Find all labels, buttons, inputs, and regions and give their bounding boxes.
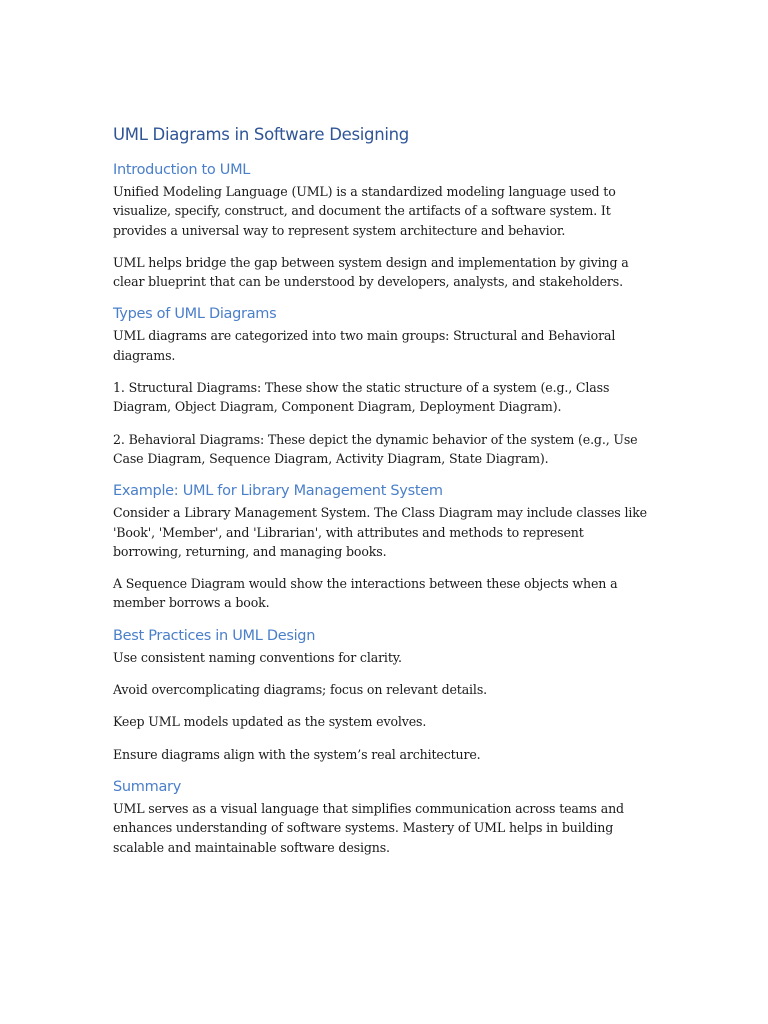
paragraph: Consider a Library Management System. The Class Diagram may include classes like 'Book', 'Member', and 'Librarian', with attributes and methods to represent borrowing, returning, and managing books.: [113, 505, 647, 559]
document-page: [113, 124, 653, 870]
paragraph: Use consistent naming conventions for clarity.: [113, 649, 402, 665]
paragraph: UML serves as a visual language that simplifies communication across teams and enhances understanding of software systems. Mastery of UML helps in building scalable and maintainable software designs.: [113, 800, 624, 855]
section-heading: Types of UML Diagrams: [113, 306, 277, 323]
section-example: [113, 481, 653, 612]
paragraph: UML diagrams are categorized into two main groups: Structural and Behavioral diagrams.: [113, 328, 616, 363]
section-summary: [113, 777, 653, 857]
paragraph: 1. Structural Diagrams: These show the static structure of a system (e.g., Class Diagram, Object Diagram, Component Diagram, Deployment Diagram).: [113, 380, 610, 415]
section-heading: Example: UML for Library Management System: [113, 483, 443, 500]
paragraph: UML helps bridge the gap between system design and implementation by giving a clear blueprint that can be understood by developers, analysts, and stakeholders.: [113, 254, 629, 290]
paragraph: Unified Modeling Language (UML) is a standardized modeling language used to visualize, specify, construct, and document the artifacts of a software system. It provides a universal way to represent system architecture and behavior.: [113, 184, 616, 238]
section-best-practices: [113, 626, 653, 764]
section-introduction: [113, 160, 653, 291]
paragraph: 2. Behavioral Diagrams: These depict the dynamic behavior of the system (e.g., Use Case Diagram, Sequence Diagram, Activity Diagram, State Diagram).: [113, 431, 638, 466]
section-types: [113, 304, 653, 468]
section-heading: Introduction to UML: [113, 162, 251, 178]
paragraph: Avoid overcomplicating diagrams; focus on relevant details.: [113, 682, 487, 698]
page-title: UML Diagrams in Software Designing: [113, 125, 409, 144]
paragraph: A Sequence Diagram would show the interactions between these objects when a member borrows a book.: [113, 576, 618, 611]
section-heading: Summary: [113, 778, 181, 795]
section-heading: Best Practices in UML Design: [113, 627, 316, 644]
paragraph: Keep UML models updated as the system evolves.: [113, 714, 427, 730]
paragraph: Ensure diagrams align with the system’s real architecture.: [113, 746, 481, 762]
